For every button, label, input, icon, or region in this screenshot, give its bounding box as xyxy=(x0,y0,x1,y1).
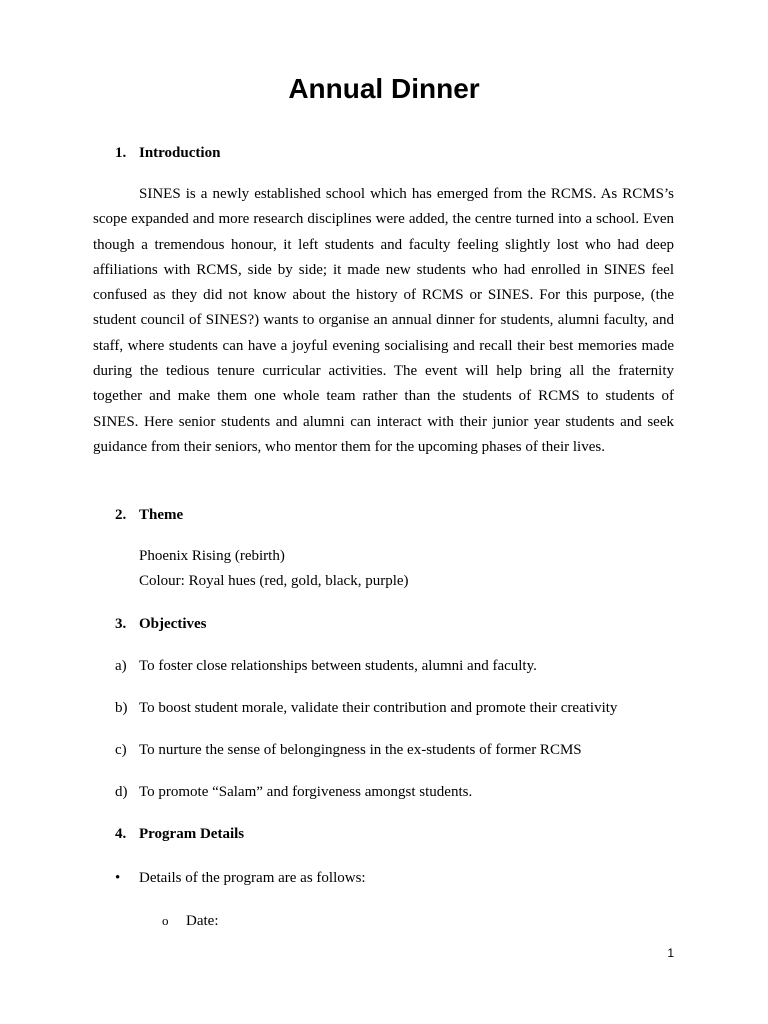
objective-text: To foster close relationships between students, alumni and faculty. xyxy=(139,658,537,674)
sub-item-text: Date: xyxy=(186,913,219,929)
section-number: 4. xyxy=(115,826,127,842)
list-marker: b) xyxy=(115,700,128,716)
objective-item xyxy=(115,656,537,676)
theme-colour-line: Colour: Royal hues (red, gold, black, purple) xyxy=(139,573,409,589)
section-heading-theme xyxy=(115,505,183,525)
section-number: 2. xyxy=(115,507,127,523)
page-title: Annual Dinner xyxy=(288,73,480,104)
theme-line: Phoenix Rising (rebirth) xyxy=(139,548,285,564)
objective-item xyxy=(115,698,617,718)
program-sub-item xyxy=(162,911,218,931)
objective-item xyxy=(115,782,472,802)
bullet-icon: • xyxy=(115,870,121,886)
section-title: Theme xyxy=(139,507,184,523)
objective-text: To nurture the sense of belongingness in the ex-students of former RCMS xyxy=(139,742,582,758)
section-heading-introduction xyxy=(115,143,220,163)
objective-text: To boost student morale, validate their contribution and promote their creativity xyxy=(139,700,618,716)
objective-item xyxy=(115,740,582,760)
section-number: 3. xyxy=(115,616,127,632)
list-marker: d) xyxy=(115,784,128,800)
page-number: 1 xyxy=(667,946,674,960)
introduction-paragraph: SINES is a newly established school which has emerged from the RCMS. As RCMS’s scope expanded and more research disciplines were added, the centre turned into a school. Even though a tremendous honour, it left students and faculty feeling slightly lost who had deep affiliations with RCMS, side by side; it made new students who had enrolled in SINES feel confused as they did not know about the history of RCMS or SINES. For this purpose, (the student council of SINES?) wants to organise an annual dinner for students, alumni faculty, and staff, where students can have a joyful evening socialising and recall their best memories made during the tedious tenure curricular activities. The event will help bring all the fraternity together and make them one whole team rather than the students of RCMS to students of SINES. Here senior students and alumni can interact with their junior year students and seek guidance from their seniors, who mentor them for the upcoming phases of their lives. xyxy=(93,186,674,455)
section-title: Program Details xyxy=(139,826,245,842)
list-marker: c) xyxy=(115,742,127,758)
section-heading-program-details xyxy=(115,824,244,844)
section-number: 1. xyxy=(115,145,127,161)
list-marker: a) xyxy=(115,658,127,674)
section-title: Objectives xyxy=(139,616,207,632)
section-title: Introduction xyxy=(139,145,221,161)
objective-text: To promote “Salam” and forgiveness amongst students. xyxy=(139,784,473,800)
bullet-text: Details of the program are as follows: xyxy=(139,870,366,886)
program-bullet xyxy=(115,868,366,888)
section-heading-objectives xyxy=(115,614,206,634)
hollow-bullet-icon: o xyxy=(162,913,169,928)
